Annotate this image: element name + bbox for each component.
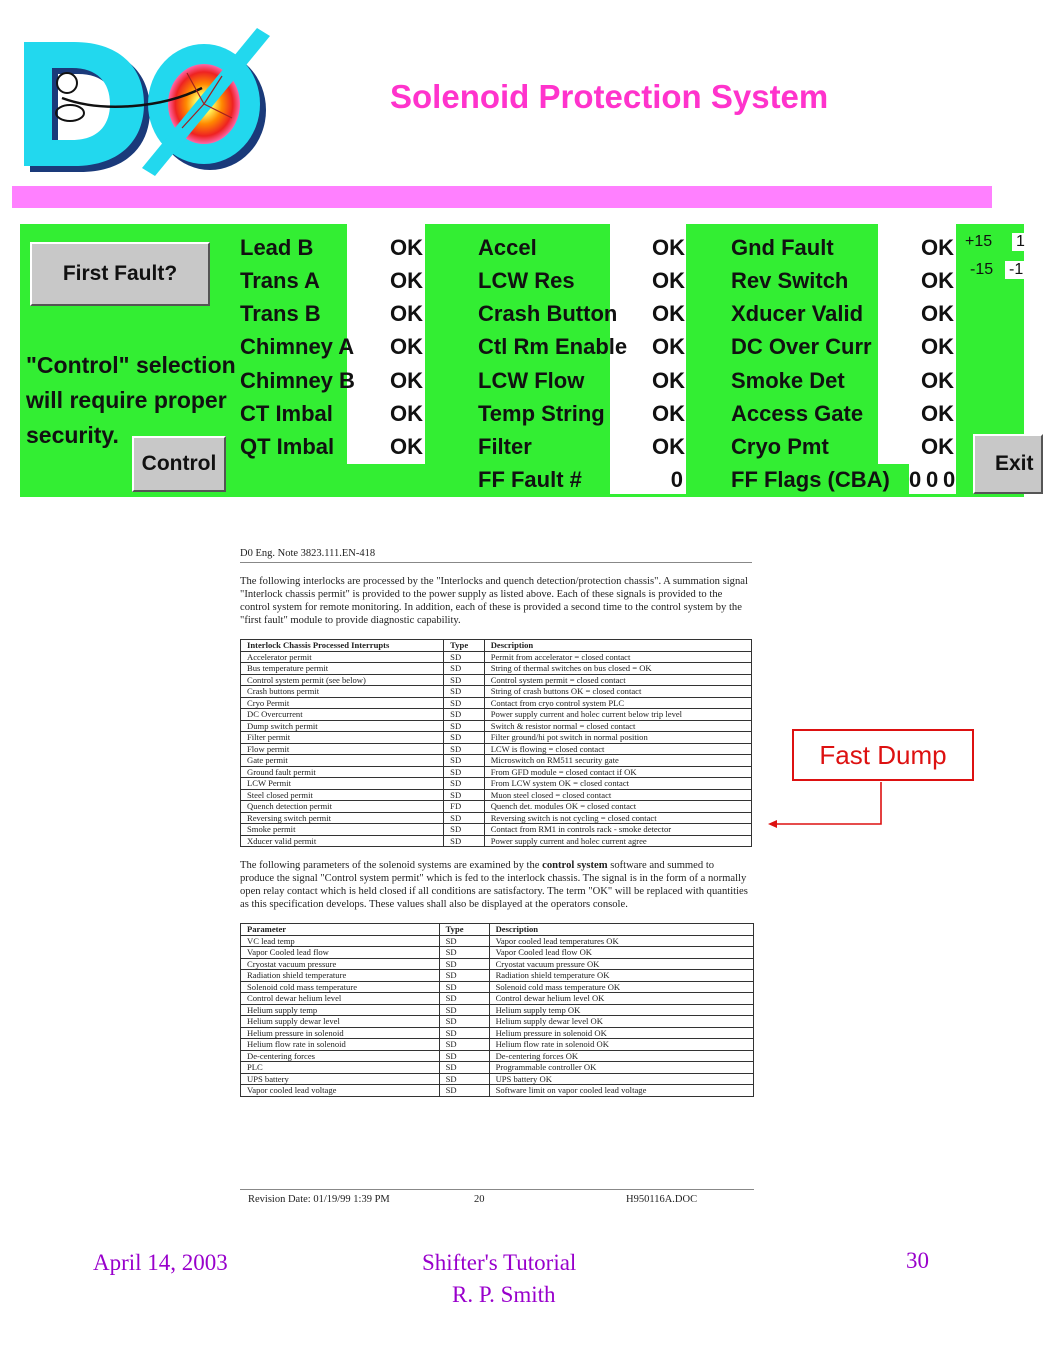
- first-fault-button[interactable]: First Fault?: [30, 242, 210, 306]
- table-cell: SD: [444, 743, 485, 755]
- interlock-name: Lead B: [240, 235, 314, 260]
- table-row: [241, 674, 752, 686]
- ff-fault-label: FF Fault #: [478, 467, 582, 492]
- table-cell: UPS battery OK: [489, 1073, 753, 1085]
- table-cell: SD: [439, 1062, 489, 1074]
- table-cell: SD: [444, 824, 485, 836]
- table-cell: Filter ground/hi pot switch in normal position: [484, 732, 751, 744]
- table-cell: SD: [444, 686, 485, 698]
- interlock-status: OK: [921, 235, 954, 260]
- table-cell: SD: [439, 1027, 489, 1039]
- table-row: [241, 1073, 754, 1085]
- table-row: [241, 709, 752, 721]
- table-cell: Permit from accelerator = closed contact: [484, 651, 751, 663]
- table-cell: FD: [444, 801, 485, 813]
- table-cell: LCW is flowing = closed contact: [484, 743, 751, 755]
- table-row: [241, 935, 754, 947]
- table-cell: Quench det. modules OK = closed contact: [484, 801, 751, 813]
- table-cell: PLC: [241, 1062, 440, 1074]
- table-cell: SD: [444, 755, 485, 767]
- table-cell: LCW Permit: [241, 778, 444, 790]
- table-cell: SD: [439, 981, 489, 993]
- table-cell: String of thermal switches on bus closed = OK: [484, 663, 751, 675]
- voltage-panel: [956, 224, 1024, 434]
- table-cell: SD: [444, 812, 485, 824]
- interlock-name: Filter: [478, 434, 532, 459]
- table-row: [241, 981, 754, 993]
- table-cell: Vapor Cooled lead flow OK: [489, 947, 753, 959]
- interlock-status: OK: [921, 301, 954, 326]
- table-cell: SD: [444, 835, 485, 847]
- table-row: [241, 651, 752, 663]
- control-panel: [20, 224, 1034, 497]
- table-cell: SD: [439, 970, 489, 982]
- table-cell: Ground fault permit: [241, 766, 444, 778]
- interlock-status: OK: [390, 268, 423, 293]
- table-cell: SD: [439, 947, 489, 959]
- table-cell: Helium pressure in solenoid OK: [489, 1027, 753, 1039]
- interlock-status: OK: [390, 334, 423, 359]
- table-cell: SD: [444, 778, 485, 790]
- interlock-name: Cryo Pmt: [731, 434, 829, 459]
- table-cell: Control system permit = closed contact: [484, 674, 751, 686]
- table-row: [241, 801, 752, 813]
- exit-button[interactable]: Exit: [973, 434, 1043, 494]
- table-cell: SD: [439, 1004, 489, 1016]
- table-cell: SD: [439, 1073, 489, 1085]
- table-row: [241, 1050, 754, 1062]
- table-cell: Dump switch permit: [241, 720, 444, 732]
- table-row: [241, 697, 752, 709]
- table-cell: VC lead temp: [241, 935, 440, 947]
- table-cell: Software limit on vapor cooled lead voltage: [489, 1085, 753, 1097]
- doc-paragraph: The following interlocks are processed by the "Interlocks and quench detection/protection chassis". A summation signal "Interlock chassis permit" is provided to the power supply as listed above. Each of these signals is provided to the control system for remote monitoring. In addition, each of these is provided a second time to the control system by the "first fault" module to provide diagnostic capability.: [240, 576, 748, 626]
- title-rule: [12, 186, 992, 208]
- table-row: [241, 1004, 754, 1016]
- interlock-name: Access Gate: [731, 401, 864, 426]
- interlock-status: OK: [652, 434, 685, 459]
- table-cell: SD: [439, 1050, 489, 1062]
- volt-pos-label: +15: [965, 233, 993, 250]
- engineering-note: [240, 548, 760, 1097]
- table-cell: De-centering forces OK: [489, 1050, 753, 1062]
- table-cell: SD: [439, 1039, 489, 1051]
- interlock-name: QT Imbal: [240, 434, 335, 459]
- doc-header: D0 Eng. Note 3823.111.EN-418: [240, 548, 752, 563]
- table-cell: Programmable controller OK: [489, 1062, 753, 1074]
- interlock-status: OK: [390, 368, 423, 393]
- paragraph-bold: control system: [542, 860, 608, 871]
- interlock-name: Accel: [478, 235, 537, 260]
- ff-flags-label: FF Flags (CBA): [731, 467, 890, 492]
- table-cell: Contact from cryo control system PLC: [484, 697, 751, 709]
- table-row: [241, 993, 754, 1005]
- table-cell: Muon steel closed = closed contact: [484, 789, 751, 801]
- table-cell: SD: [439, 958, 489, 970]
- table-cell: Power supply current and holec current below trip level: [484, 709, 751, 721]
- table-row: [241, 1085, 754, 1097]
- table-cell: Cryostat vacuum pressure: [241, 958, 440, 970]
- table-cell: Radiation shield temperature: [241, 970, 440, 982]
- table-row: [241, 732, 752, 744]
- table-cell: Control system permit (see below): [241, 674, 444, 686]
- ff-flag-a: 0: [943, 467, 956, 492]
- interlock-status: OK: [652, 235, 685, 260]
- table-row: [241, 812, 752, 824]
- table-cell: Control dewar helium level: [241, 993, 440, 1005]
- table-cell: Solenoid cold mass temperature: [241, 981, 440, 993]
- table-cell: Power supply current and holec current agree: [484, 835, 751, 847]
- interlock-status: OK: [652, 334, 685, 359]
- table-row: [241, 824, 752, 836]
- table-cell: SD: [444, 732, 485, 744]
- interlock-name: LCW Res: [478, 268, 575, 293]
- table-header: Interlock Chassis Processed Interrupts: [241, 640, 444, 652]
- table-cell: Quench detection permit: [241, 801, 444, 813]
- table-cell: SD: [444, 789, 485, 801]
- table-cell: UPS battery: [241, 1073, 440, 1085]
- parameter-table: [240, 923, 754, 1097]
- table-cell: Steel closed permit: [241, 789, 444, 801]
- interlock-name: DC Over Curr: [731, 334, 872, 359]
- interlock-status: OK: [390, 401, 423, 426]
- interlock-name: CT Imbal: [240, 401, 333, 426]
- interlock-name: Trans A: [240, 268, 320, 293]
- interlock-status: OK: [390, 434, 423, 459]
- footer-date: April 14, 2003: [93, 1250, 228, 1275]
- table-cell: SD: [444, 709, 485, 721]
- interlock-name: Chimney B: [240, 368, 355, 393]
- volt-neg-label: -15: [970, 261, 994, 278]
- table-row: [241, 835, 752, 847]
- table-row: [241, 755, 752, 767]
- table-cell: Microswitch on RM511 security gate: [484, 755, 751, 767]
- table-cell: SD: [444, 697, 485, 709]
- table-cell: Radiation shield temperature OK: [489, 970, 753, 982]
- table-cell: Vapor Cooled lead flow: [241, 947, 440, 959]
- doc-page-number: 20: [474, 1194, 485, 1205]
- table-cell: Helium supply dewar level: [241, 1016, 440, 1028]
- table-row: [241, 958, 754, 970]
- table-cell: Helium pressure in solenoid: [241, 1027, 440, 1039]
- table-cell: Helium flow rate in solenoid: [241, 1039, 440, 1051]
- interlock-status: OK: [921, 368, 954, 393]
- interlock-status: OK: [652, 301, 685, 326]
- interlock-status: OK: [390, 301, 423, 326]
- interlock-status: OK: [652, 368, 685, 393]
- security-note: "Control" selection will require proper security.: [26, 352, 236, 448]
- table-cell: SD: [444, 720, 485, 732]
- footer-title: Shifter's Tutorial: [422, 1250, 577, 1275]
- table-cell: Reversing switch is not cycling = closed contact: [484, 812, 751, 824]
- interlock-name: Trans B: [240, 301, 321, 326]
- table-cell: String of crash buttons OK = closed contact: [484, 686, 751, 698]
- table-cell: Solenoid cold mass temperature OK: [489, 981, 753, 993]
- volt-neg-value: -1: [1005, 261, 1027, 279]
- doc-filename: H950116A.DOC: [626, 1194, 698, 1205]
- interlock-status: OK: [652, 401, 685, 426]
- interlock-name: Xducer Valid: [731, 301, 864, 326]
- table-cell: Bus temperature permit: [241, 663, 444, 675]
- table-cell: From LCW system OK = closed contact: [484, 778, 751, 790]
- interlock-name: Ctl Rm Enable: [478, 334, 628, 359]
- table-row: [241, 720, 752, 732]
- table-cell: SD: [444, 651, 485, 663]
- table-cell: Control dewar helium level OK: [489, 993, 753, 1005]
- interlock-name: Gnd Fault: [731, 235, 834, 260]
- table-cell: SD: [444, 674, 485, 686]
- table-cell: Cryo Permit: [241, 697, 444, 709]
- table-row: [241, 778, 752, 790]
- callout-arrow: [760, 780, 890, 835]
- revision-date: Revision Date: 01/19/99 1:39 PM: [248, 1194, 390, 1205]
- table-cell: SD: [439, 1085, 489, 1097]
- table-cell: Helium supply temp: [241, 1004, 440, 1016]
- interlock-name: LCW Flow: [478, 368, 585, 393]
- table-cell: De-centering forces: [241, 1050, 440, 1062]
- table-cell: SD: [444, 766, 485, 778]
- doc-paragraph: [240, 859, 748, 911]
- table-row: [241, 970, 754, 982]
- table-cell: Switch & resistor normal = closed contact: [484, 720, 751, 732]
- interlock-status: OK: [390, 235, 423, 260]
- table-cell: From GFD module = closed contact if OK: [484, 766, 751, 778]
- table-row: [241, 1027, 754, 1039]
- table-cell: Flow permit: [241, 743, 444, 755]
- table-cell: Gate permit: [241, 755, 444, 767]
- table-header: Type: [439, 924, 489, 936]
- table-cell: Cryostat vacuum pressure OK: [489, 958, 753, 970]
- table-row: [241, 686, 752, 698]
- table-cell: Smoke permit: [241, 824, 444, 836]
- table-cell: Helium supply temp OK: [489, 1004, 753, 1016]
- ff-fault-value: 0: [670, 467, 683, 492]
- table-cell: Reversing switch permit: [241, 812, 444, 824]
- page-title: Solenoid Protection System: [390, 78, 829, 115]
- ff-flag-c: 0: [909, 467, 922, 492]
- table-cell: Helium flow rate in solenoid OK: [489, 1039, 753, 1051]
- d0-logo: [12, 18, 270, 176]
- interlock-status: OK: [921, 268, 954, 293]
- table-row: [241, 789, 752, 801]
- table-cell: SD: [439, 1016, 489, 1028]
- volt-pos-value: 1: [1012, 233, 1029, 251]
- table-row: [241, 1016, 754, 1028]
- table-row: [241, 743, 752, 755]
- interlock-name: Smoke Det: [731, 368, 845, 393]
- doc-footer: [240, 1189, 754, 1205]
- table-cell: Accelerator permit: [241, 651, 444, 663]
- footer-author: R. P. Smith: [452, 1282, 556, 1307]
- interlock-name: Rev Switch: [731, 268, 849, 293]
- table-row: [241, 766, 752, 778]
- interlock-table: [240, 639, 752, 847]
- table-row: [241, 663, 752, 675]
- table-cell: DC Overcurrent: [241, 709, 444, 721]
- table-cell: Filter permit: [241, 732, 444, 744]
- table-row: [241, 947, 754, 959]
- table-row: [241, 1039, 754, 1051]
- table-cell: SD: [439, 993, 489, 1005]
- table-header: Type: [444, 640, 485, 652]
- table-cell: SD: [439, 935, 489, 947]
- table-cell: Vapor cooled lead voltage: [241, 1085, 440, 1097]
- interlock-name: Temp String: [478, 401, 605, 426]
- control-button[interactable]: Control: [132, 436, 226, 492]
- interlock-name: Chimney A: [240, 334, 355, 359]
- table-cell: SD: [444, 663, 485, 675]
- fast-dump-callout: Fast Dump: [792, 729, 974, 781]
- table-cell: Helium supply dewar level OK: [489, 1016, 753, 1028]
- table-header: Parameter: [241, 924, 440, 936]
- interlock-status: OK: [921, 334, 954, 359]
- table-header: Description: [484, 640, 751, 652]
- interlock-status: OK: [921, 401, 954, 426]
- ff-flag-b: 0: [926, 467, 939, 492]
- interlock-name: Crash Button: [478, 301, 618, 326]
- table-cell: Contact from RM1 in controls rack - smoke detector: [484, 824, 751, 836]
- table-cell: Crash buttons permit: [241, 686, 444, 698]
- footer-page-number: 30: [906, 1248, 929, 1273]
- table-cell: Xducer valid permit: [241, 835, 444, 847]
- table-row: [241, 1062, 754, 1074]
- paragraph-text: The following parameters of the solenoid systems are examined by the: [240, 860, 543, 871]
- paragraph-text: software and summed to produce the signal "Control system permit" which is fed to the interlock chassis. The signal is in the form of a normally open relay contact which is held closed if all conditions are satisfactory. The term "OK" will be replaced with quantities as this specification develops. These values shall also be displayed at the operators console.: [240, 860, 748, 910]
- interlock-status: OK: [652, 268, 685, 293]
- table-cell: Vapor cooled lead temperatures OK: [489, 935, 753, 947]
- table-header: Description: [489, 924, 753, 936]
- interlock-status: OK: [921, 434, 954, 459]
